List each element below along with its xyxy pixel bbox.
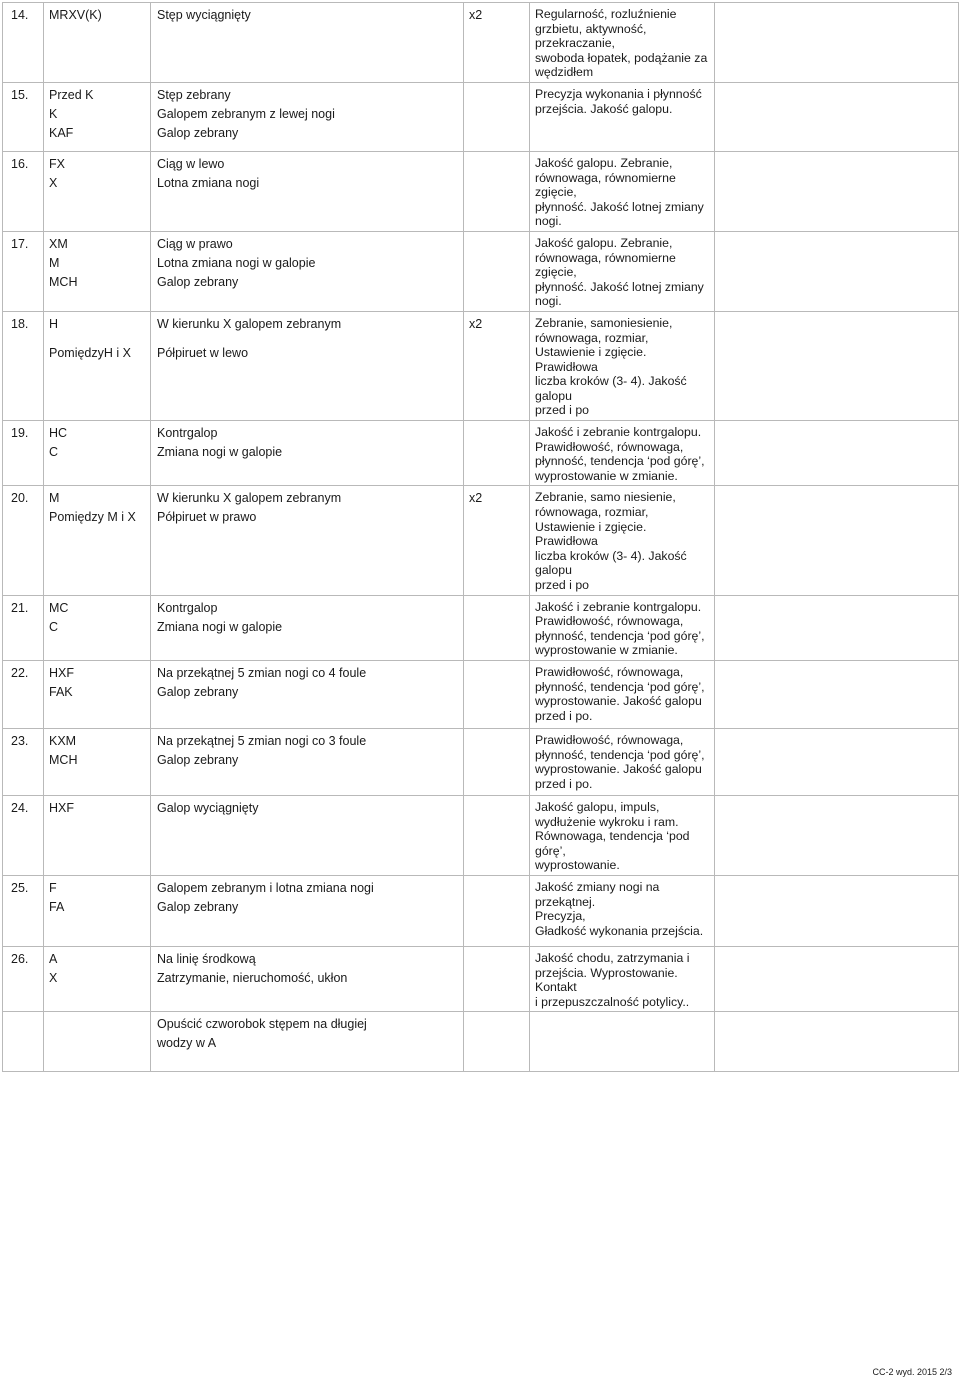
coefficient (464, 151, 530, 231)
table-row (3, 795, 959, 875)
table-row (3, 660, 959, 728)
coefficient-text: x2 (469, 491, 483, 506)
exercise-description (151, 3, 464, 83)
table-row (3, 875, 959, 946)
arena-letters-line: Przed K (49, 87, 94, 102)
judging-criteria-line: Prawidłowość, równowaga, (535, 614, 684, 629)
judging-criteria (530, 231, 715, 311)
coefficient-text: x2 (469, 316, 483, 331)
judging-criteria-line: wyprostowanie. (535, 858, 620, 873)
judging-criteria (530, 795, 715, 875)
row-number-text: 15. (11, 87, 29, 102)
judging-criteria-line: wyprostowanie w zmianie. (535, 643, 678, 658)
score-cell (715, 660, 959, 728)
coefficient (464, 946, 530, 1011)
exercise-description (151, 231, 464, 311)
row-number (3, 421, 44, 486)
arena-letters (44, 1012, 151, 1072)
exercise-description-line: Zmiana nogi w galopie (157, 619, 283, 634)
judging-criteria-line: płynność, tendencja ‘pod górę’, (535, 628, 705, 643)
exercise-description (151, 946, 464, 1011)
exercise-description-line: Zmiana nogi w galopie (157, 445, 283, 460)
judging-criteria (530, 595, 715, 660)
judging-criteria (530, 3, 715, 83)
arena-letters-line: HXF (49, 800, 74, 815)
judging-criteria-line: przed i po. (535, 708, 593, 723)
arena-letters-line: KAF (49, 125, 74, 140)
judging-criteria-line: płynność, tendencja ‘pod górę’, (535, 747, 705, 762)
judging-criteria-line: nogi. (535, 294, 562, 309)
exercise-description-line: Galop zebrany (157, 274, 239, 289)
judging-criteria-line: Precyzja, (535, 909, 586, 924)
row-number-text: 23. (11, 733, 29, 748)
arena-letters-line: MCH (49, 274, 78, 289)
exercise-description-line: Kontrgalop (157, 600, 218, 615)
table-row (3, 728, 959, 795)
judging-criteria-line: płynność. Jakość lotnej zmiany (535, 199, 704, 214)
table-row (3, 82, 959, 151)
exercise-description (151, 595, 464, 660)
coefficient-text: x2 (469, 8, 483, 22)
judging-criteria-line: wyprostowanie. Jakość galopu (535, 762, 702, 777)
judging-criteria (530, 151, 715, 231)
arena-letters-line: K (49, 106, 58, 121)
score-cell (715, 421, 959, 486)
row-number-text: 17. (11, 236, 29, 251)
exercise-description-line: wodzy w A (157, 1036, 217, 1051)
judging-criteria-line: równowaga, rozmiar, (535, 505, 649, 520)
exercise-description-line: Galopem zebranym i lotna zmiana nogi (157, 880, 374, 895)
arena-letters (44, 231, 151, 311)
judging-criteria-line: Jakość i zebranie kontrgalopu. (535, 425, 702, 440)
judging-criteria (530, 946, 715, 1011)
exercise-description-line: Ciąg w prawo (157, 236, 233, 251)
exercise-description-line: W kierunku X galopem zebranym (157, 491, 342, 506)
exercise-description-line: Półpiruet w prawo (157, 510, 257, 525)
judging-criteria-line: Równowaga, tendencja ‘pod górę’, (535, 829, 690, 858)
judging-criteria-line: wyprostowanie w zmianie. (535, 468, 678, 483)
judging-criteria-line: płynność, tendencja ‘pod górę’, (535, 679, 705, 694)
exercise-description-line: Na przekątnej 5 zmian nogi co 3 foule (157, 733, 367, 748)
arena-letters-line: FA (49, 899, 65, 914)
arena-letters-line: M (49, 491, 60, 506)
score-cell (715, 311, 959, 420)
row-number-text: 18. (11, 316, 29, 331)
judging-criteria-line: przejścia. Jakość galopu. (535, 101, 673, 116)
judging-criteria (530, 82, 715, 151)
row-number-text: 14. (11, 8, 29, 22)
coefficient (464, 82, 530, 151)
row-number (3, 3, 44, 83)
row-number (3, 231, 44, 311)
judging-criteria-line: Ustawienie i zgięcie. Prawidłowa (535, 345, 647, 374)
judging-criteria-line: płynność. Jakość lotnej zmiany (535, 279, 704, 294)
row-number (3, 875, 44, 946)
exercise-description (151, 151, 464, 231)
arena-letters (44, 660, 151, 728)
page-footer: CC-2 wyd. 2015 2/3 (872, 1367, 952, 1377)
arena-letters (44, 595, 151, 660)
exercise-description (151, 728, 464, 795)
judging-criteria-line: przed i po. (535, 776, 593, 791)
row-number (3, 728, 44, 795)
exercise-description-line: Stęp wyciągnięty (157, 8, 251, 22)
row-number (3, 151, 44, 231)
arena-letters (44, 151, 151, 231)
coefficient (464, 1012, 530, 1072)
coefficient (464, 311, 530, 420)
exercise-description-line: Lotna zmiana nogi w galopie (157, 255, 316, 270)
judging-criteria (530, 421, 715, 486)
exercise-description-line: W kierunku X galopem zebranym (157, 316, 342, 331)
arena-letters-line: FAK (49, 684, 73, 699)
arena-letters-line: Pomiędzy M i X (49, 510, 136, 525)
judging-criteria (530, 728, 715, 795)
exercise-description (151, 311, 464, 420)
row-number-text: 26. (11, 951, 29, 966)
row-number (3, 660, 44, 728)
arena-letters (44, 728, 151, 795)
judging-criteria-line: Prawidłowość, równowaga, (535, 732, 684, 747)
arena-letters-line: KXM (49, 733, 77, 748)
score-cell (715, 82, 959, 151)
exercise-description-line: Na linię środkową (157, 951, 256, 966)
arena-letters-line: M (49, 255, 60, 270)
score-cell (715, 486, 959, 595)
row-number-text: 19. (11, 426, 29, 441)
arena-letters (44, 82, 151, 151)
judging-criteria-line: Zebranie, samoniesienie, (535, 315, 673, 330)
exercise-description-line: Zatrzymanie, nieruchomość, ukłon (157, 970, 348, 985)
arena-letters-line: MC (49, 600, 69, 615)
judging-criteria-line: Jakość galopu. Zebranie, (535, 235, 673, 250)
coefficient (464, 660, 530, 728)
row-number (3, 795, 44, 875)
arena-letters-line: XM (49, 236, 68, 251)
table-row (3, 311, 959, 420)
judging-criteria-line: nogi. (535, 214, 562, 229)
arena-letters (44, 421, 151, 486)
exercise-description (151, 486, 464, 595)
exercise-description-line: Stęp zebrany (157, 87, 231, 102)
exercise-description-line: Galop zebrany (157, 752, 239, 767)
arena-letters (44, 311, 151, 420)
judging-criteria-line: Gładkość wykonania przejścia. (535, 923, 704, 938)
row-number-text: 20. (11, 491, 29, 506)
judging-criteria-line: Zebranie, samo niesienie, (535, 490, 676, 505)
judging-criteria-line: Jakość chodu, zatrzymania i (535, 950, 690, 965)
coefficient (464, 728, 530, 795)
score-cell (715, 151, 959, 231)
judging-criteria-line: Ustawienie i zgięcie. Prawidłowa (535, 519, 647, 549)
score-cell (715, 231, 959, 311)
arena-letters-line: FX (49, 156, 65, 171)
judging-criteria-line: swoboda łopatek, podążanie za (535, 50, 708, 65)
exercise-description-line: Na przekątnej 5 zmian nogi co 4 foule (157, 665, 367, 680)
arena-letters-line: MCH (49, 752, 78, 767)
exercise-description-line: Kontrgalop (157, 426, 218, 441)
arena-letters-line: A (49, 951, 58, 966)
judging-criteria (530, 875, 715, 946)
arena-letters (44, 486, 151, 595)
table-row (3, 946, 959, 1011)
score-cell (715, 595, 959, 660)
coefficient (464, 795, 530, 875)
table-row (3, 486, 959, 595)
judging-criteria-line: liczba kroków (3- 4). Jakość galopu (535, 374, 687, 403)
exercise-description-line: Galop zebrany (157, 125, 239, 140)
arena-letters-line: PomiędzyH i X (49, 345, 131, 360)
judging-criteria (530, 486, 715, 595)
coefficient (464, 875, 530, 946)
exercise-description (151, 1012, 464, 1072)
row-number (3, 946, 44, 1011)
judging-criteria-line: Jakość i zebranie kontrgalopu. (535, 599, 702, 614)
judging-criteria-line: Precyzja wykonania i płynność (535, 86, 702, 101)
exercise-description (151, 660, 464, 728)
judging-criteria-line: płynność, tendencja ‘pod górę’, (535, 454, 705, 469)
score-cell (715, 3, 959, 83)
exercise-description (151, 875, 464, 946)
judging-criteria-line: równowaga, równomierne zgięcie, (535, 250, 676, 280)
arena-letters-line: MRXV(K) (49, 8, 102, 22)
score-cell (715, 946, 959, 1011)
arena-letters-line: C (49, 445, 59, 460)
judging-criteria-line: Jakość galopu, impuls, (535, 799, 660, 814)
arena-letters-line: HXF (49, 665, 74, 680)
coefficient (464, 595, 530, 660)
row-number (3, 595, 44, 660)
judging-criteria-line: i przepuszczalność potylicy.. (535, 994, 690, 1009)
arena-letters (44, 795, 151, 875)
row-number-text: 25. (11, 880, 29, 895)
arena-letters (44, 946, 151, 1011)
judging-criteria (530, 660, 715, 728)
table-row (3, 421, 959, 486)
exercise-description-line: Lotna zmiana nogi (157, 175, 260, 190)
exercise-description (151, 82, 464, 151)
row-number-text: 22. (11, 665, 29, 680)
judging-criteria-line: przejścia. Wyprostowanie. Kontakt (535, 965, 678, 995)
judging-criteria-line: przed i po (535, 578, 590, 592)
judging-criteria-line: wydłużenie wykroku i ram. (535, 814, 679, 829)
judging-criteria-line: grzbietu, aktywność, przekraczanie, (535, 21, 647, 51)
arena-letters (44, 875, 151, 946)
arena-letters-line: HC (49, 426, 68, 441)
judging-criteria (530, 1012, 715, 1072)
table-row (3, 1012, 959, 1072)
arena-letters-line: F (49, 880, 57, 895)
arena-letters-line: H (49, 316, 59, 331)
judging-criteria-line: Prawidłowość, równowaga, (535, 664, 684, 679)
judging-criteria-line: wyprostowanie. Jakość galopu (535, 694, 702, 709)
coefficient (464, 486, 530, 595)
row-number (3, 311, 44, 420)
table-row (3, 151, 959, 231)
exercise-description-line: Galop zebrany (157, 899, 239, 914)
table-row (3, 3, 959, 83)
arena-letters-line: X (49, 175, 58, 190)
judging-criteria-line: liczba kroków (3- 4). Jakość galopu (535, 548, 687, 578)
exercise-description-line: Galop zebrany (157, 684, 239, 699)
judging-criteria-line: równowaga, równomierne zgięcie, (535, 170, 676, 200)
judging-criteria (530, 311, 715, 420)
exercise-description-line: Galopem zebranym z lewej nogi (157, 106, 335, 121)
row-number (3, 82, 44, 151)
exercise-description-line: Galop wyciągnięty (157, 800, 259, 815)
arena-letters-line: X (49, 970, 58, 985)
arena-letters (44, 3, 151, 83)
table-body (3, 3, 959, 1072)
row-number (3, 486, 44, 595)
arena-letters-line: C (49, 619, 59, 634)
judging-criteria-line: Prawidłowość, równowaga, (535, 439, 684, 454)
row-number-text: 21. (11, 600, 29, 615)
judging-criteria-line: Jakość galopu. Zebranie, (535, 155, 673, 170)
row-number (3, 1012, 44, 1072)
exercise-description (151, 421, 464, 486)
exercise-description-line: Ciąg w lewo (157, 156, 225, 171)
exercise-description (151, 795, 464, 875)
score-cell (715, 875, 959, 946)
coefficient (464, 231, 530, 311)
judging-criteria-line: wędzidłem (535, 65, 594, 80)
score-cell (715, 795, 959, 875)
score-cell (715, 1012, 959, 1072)
exercise-description-line: Opuścić czworobok stępem na długiej (157, 1017, 367, 1032)
table-row (3, 231, 959, 311)
exercise-description-line: Półpiruet w lewo (157, 345, 249, 360)
row-number-text: 24. (11, 800, 29, 815)
judging-criteria-line: Jakość zmiany nogi na przekątnej. (535, 879, 660, 909)
table-row (3, 595, 959, 660)
row-number-text: 16. (11, 156, 29, 171)
coefficient (464, 3, 530, 83)
judging-criteria-line: przed i po (535, 403, 590, 418)
judging-criteria-line: równowaga, rozmiar, (535, 330, 649, 345)
score-cell (715, 728, 959, 795)
judging-criteria-line: Regularność, rozluźnienie (535, 7, 677, 21)
coefficient (464, 421, 530, 486)
dressage-test-table (2, 2, 959, 1072)
